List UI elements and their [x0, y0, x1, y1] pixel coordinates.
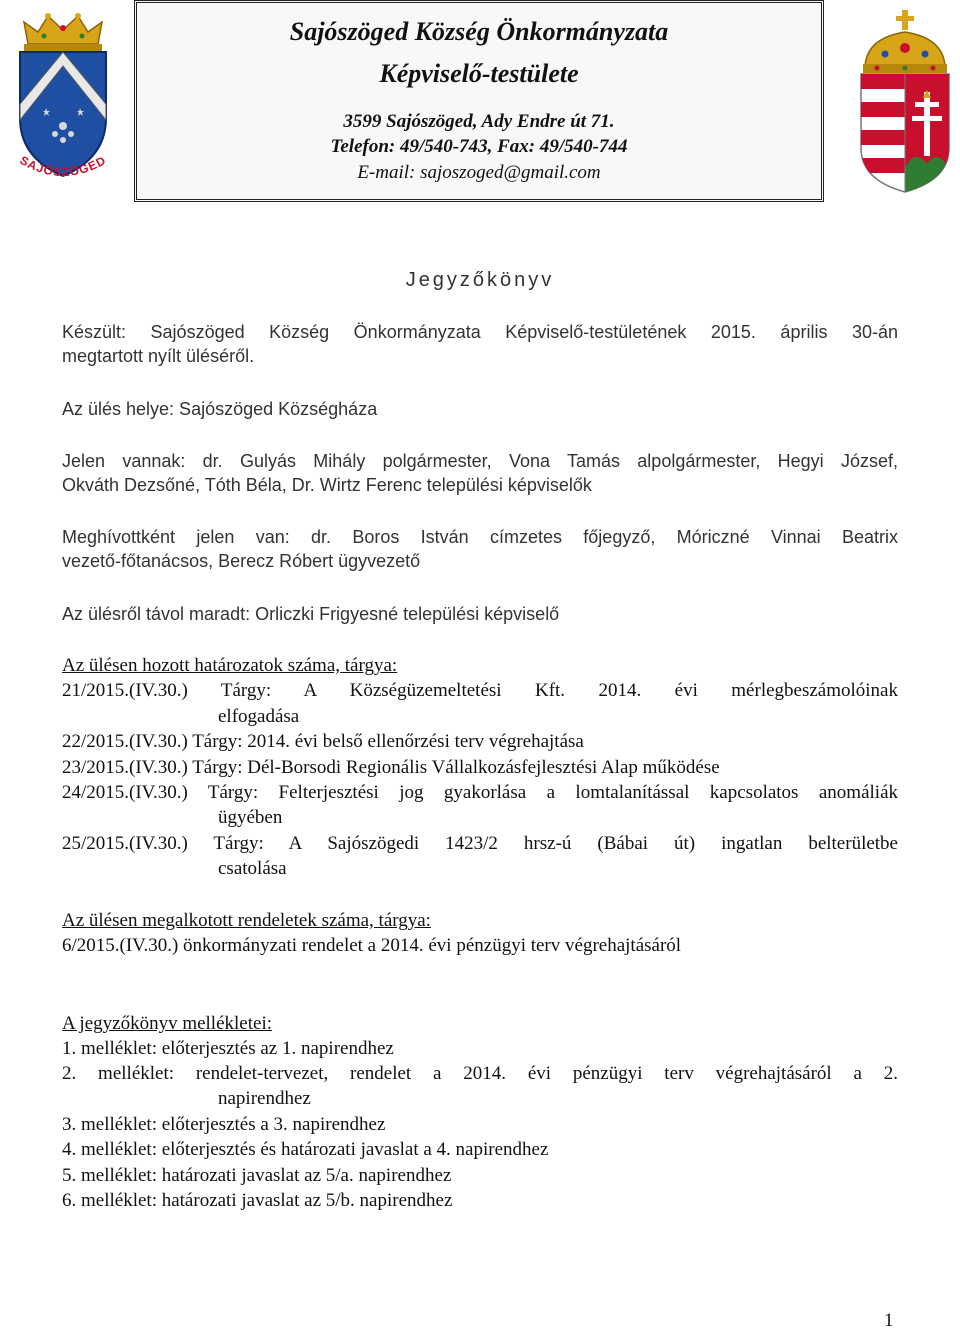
made-line-2: megtartott nyílt üléséről. [62, 346, 255, 366]
address: 3599 Sajószöged, Ady Endre út 71. [343, 111, 615, 132]
decree-item: 6/2015.(IV.30.) önkormányzati rendelet a 2014. évi pénzügyi terv végrehajtásáról [62, 935, 682, 956]
annex-line: 2. melléklet: rendelet-tervezet, rendelet a 2014. évi pénzügyi terv végrehajtásáról a 2. [62, 1063, 898, 1084]
invited-line-1: Meghívottként jelen van: dr. Boros István címzetes főjegyző, Móriczné Vinnai Beatrix [62, 527, 898, 547]
organization-name: Sajószöged Község Önkormányzata [289, 17, 669, 46]
phone-fax: Telefon: 49/540-743, Fax: 49/540-744 [330, 136, 628, 157]
absent: Az ülésről távol maradt: Orliczki Frigyesné települési képviselő [62, 604, 560, 624]
resolution-item [62, 781, 898, 805]
venue: Az ülés helye: Sajószöged Községháza [62, 399, 378, 419]
resolution-item [62, 679, 898, 703]
resolution-continuation: elfogadása [218, 706, 300, 727]
document-title: Jegyzőkönyv [405, 269, 555, 291]
sajoszoged-crest-icon [6, 8, 120, 188]
annex-item [62, 1164, 898, 1188]
svg-text:SAJÓSZÖGED [17, 154, 108, 179]
letterhead-box [134, 0, 824, 202]
decrees-heading: Az ülésen megalkotott rendeletek száma, tárgya: [62, 910, 431, 931]
annex-line: 5. melléklet: határozati javaslat az 5/a. napirendhez [62, 1165, 452, 1186]
annex-item [62, 1113, 898, 1137]
resolution-line: 22/2015.(IV.30.) Tárgy: 2014. évi belső ellenőrzési terv végrehajtása [62, 731, 584, 752]
email: E-mail: sajoszoged@gmail.com [357, 162, 601, 183]
resolution-line: 24/2015.(IV.30.) Tárgy: Felterjesztési jog gyakorlása a lomtalanítással kapcsolatos anomáliák [62, 782, 898, 803]
organization-body: Képviselő-testülete [379, 59, 579, 88]
resolution-line: 25/2015.(IV.30.) Tárgy: A Sajószögedi 1423/2 hrsz-ú (Bábai út) ingatlan belterületbe [62, 833, 898, 854]
made-line-1: Készült: Sajószöged Község Önkormányzata Képviselő-testületének 2015. április 30-án [62, 322, 898, 342]
annex-item [62, 1189, 898, 1213]
hungary-coat-of-arms-icon [857, 8, 953, 196]
annex-item [62, 1138, 898, 1162]
resolution-line: 23/2015.(IV.30.) Tárgy: Dél-Borsodi Regionális Vállalkozásfejlesztési Alap működése [62, 757, 720, 778]
annex-item [62, 1062, 898, 1086]
annex-line: 1. melléklet: előterjesztés az 1. napirendhez [62, 1038, 394, 1059]
resolution-item [62, 832, 898, 856]
resolution-continuation: csatolása [218, 858, 287, 879]
present-line-2: Okváth Dezsőné, Tóth Béla, Dr. Wirtz Ferenc települési képviselők [62, 475, 592, 495]
annex-line: 3. melléklet: előterjesztés a 3. napirendhez [62, 1114, 386, 1135]
resolution-item [62, 756, 898, 780]
resolutions-heading: Az ülésen hozott határozatok száma, tárgya: [62, 655, 398, 676]
annex-item [62, 1037, 898, 1061]
crest-banner-text: SAJÓSZÖGED [17, 154, 109, 180]
annex-continuation: napirendhez [218, 1088, 311, 1109]
annex-heading: A jegyzőkönyv mellékletei: [62, 1013, 273, 1034]
page-number: 1 [884, 1310, 894, 1331]
invited-line-2: vezető-főtanácsos, Berecz Róbert ügyvezető [62, 551, 421, 571]
annex-line: 4. melléklet: előterjesztés és határozati javaslat a 4. napirendhez [62, 1139, 549, 1160]
present-paragraph [62, 449, 898, 497]
invited-paragraph [62, 525, 898, 573]
present-line-1: Jelen vannak: dr. Gulyás Mihály polgármester, Vona Tamás alpolgármester, Hegyi József, [62, 451, 898, 471]
made-paragraph [62, 320, 898, 368]
resolution-item [62, 730, 898, 754]
resolution-line: 21/2015.(IV.30.) Tárgy: A Községüzemeltetési Kft. 2014. évi mérlegbeszámolóinak [62, 680, 898, 701]
resolution-continuation: ügyében [218, 807, 283, 828]
annex-line: 6. melléklet: határozati javaslat az 5/b. napirendhez [62, 1190, 453, 1211]
